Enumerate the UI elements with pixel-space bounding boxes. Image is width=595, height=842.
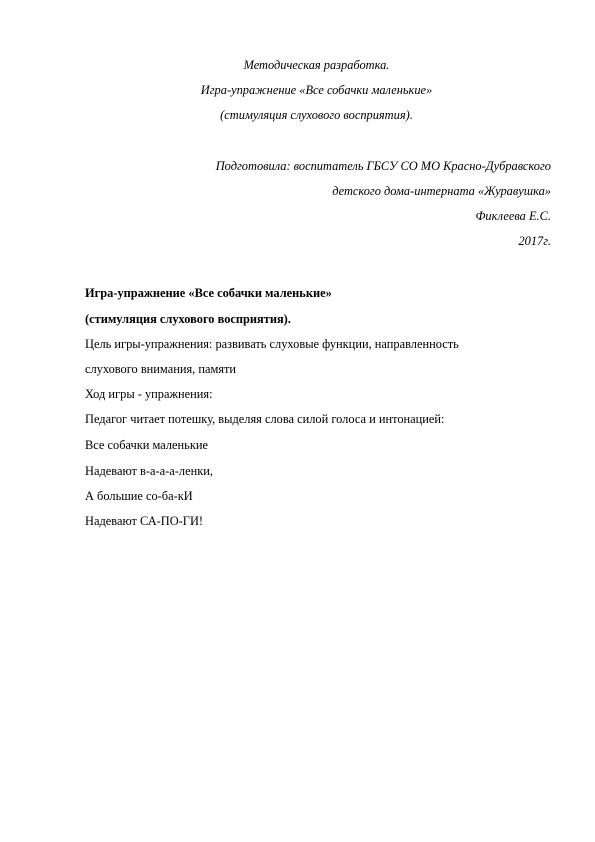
author-year: 2017г. (518, 234, 551, 248)
author-name: Фиклеева Е.С. (475, 209, 551, 223)
header-line-2: Игра-упражнение «Все собачки маленькие» (200, 83, 433, 97)
poem-line: Надевают в-а-а-а-ленки, (85, 464, 213, 478)
poem-line: Надевают СА-ПО-ГИ! (85, 514, 204, 528)
header-line-1: Методическая разработка. (243, 58, 390, 72)
header-line-3: (стимуляция слухового восприятия). (220, 108, 413, 122)
poem-line: Все собачки маленькие (85, 438, 208, 452)
goal-line-1: Цель игры-упражнения: развивать слуховые функции, направленность (85, 337, 459, 351)
instruction-text: Педагог читает потешку, выделяя слова силой голоса и интонацией: (85, 412, 445, 426)
goal-line-2: слухового внимания, памяти (85, 362, 237, 376)
author-line-2: детского дома-интерната «Журавушка» (332, 184, 551, 198)
body-title: Игра-упражнение «Все собачки маленькие» (85, 286, 332, 300)
body-subtitle: (стимуляция слухового восприятия). (85, 312, 291, 326)
course-heading: Ход игры - упражнения: (85, 387, 213, 401)
author-line-1: Подготовила: воспитатель ГБСУ СО МО Красно-Дубравского (215, 159, 551, 173)
poem-line: А большие со-ба-кИ (85, 489, 193, 503)
